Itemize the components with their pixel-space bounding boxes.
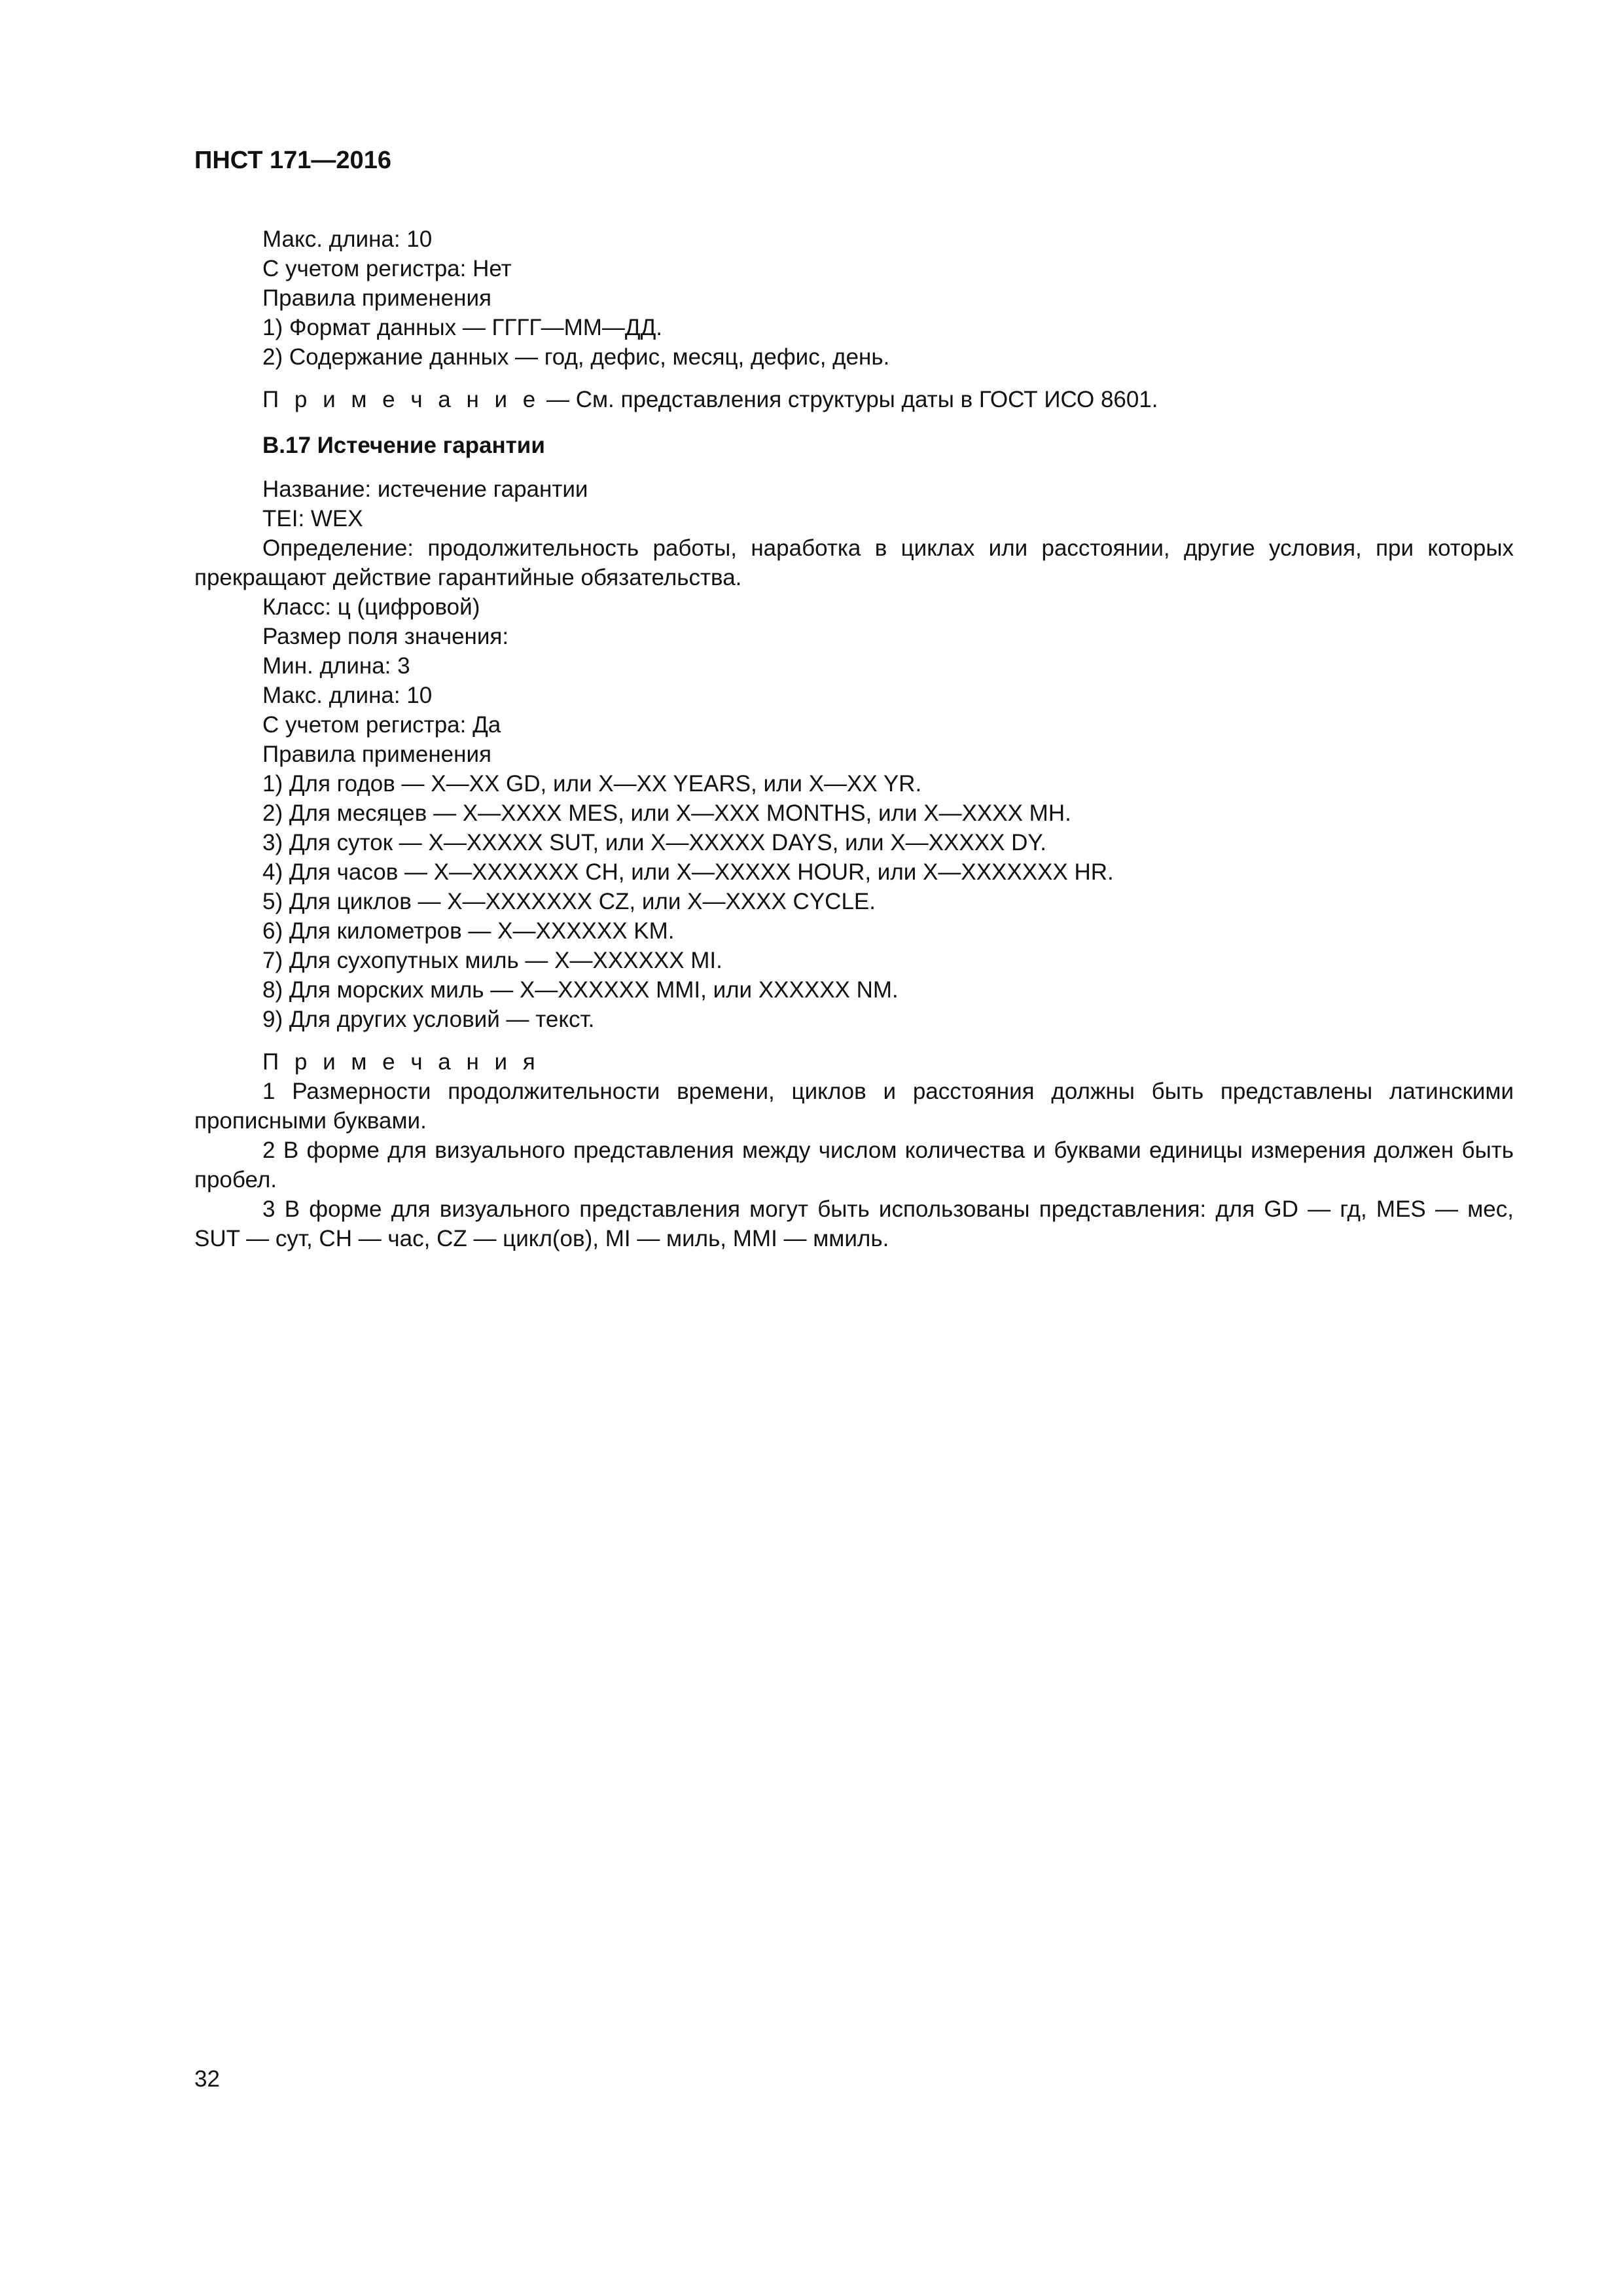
note-item: 2 В форме для визуального представления между числом количества и буквами единицы измерения должен быть пробел. [194, 1138, 1514, 1193]
rule-item: 2) Для месяцев — X—XXXX MES, или X—XXX MONTHS, или X—XXXX MH. [262, 800, 1071, 826]
note-item: 1 Размерности продолжительности времени, циклов и расстояния должны быть представлены латинскими прописными буквами. [194, 1079, 1514, 1134]
text-line: 2) Содержание данных — год, дефис, месяц, дефис, день. [262, 344, 890, 370]
note-text: — См. представления структуры даты в ГОСТ ИСО 8601. [540, 387, 1158, 412]
field-line: Макс. длина: 10 [262, 683, 433, 708]
note-line [194, 385, 1514, 414]
rule-item: 1) Для годов — X—XX GD, или X—XX YEARS, или X—XX YR. [262, 771, 922, 797]
page-number: 32 [194, 2066, 220, 2092]
note-item: 3 В форме для визуального представления могут быть использованы представления: для GD — гд, MES — мес, SUT — сут, CH — час, CZ — цикл(ов), MI — миль, MMI — ммиль. [194, 1196, 1514, 1251]
rule-item: 8) Для морских миль — X—XXXXXX MMI, или XXXXXX NM. [262, 977, 899, 1003]
note-label: П р и м е ч а н и е [262, 387, 541, 412]
rule-item: 3) Для суток — X—XXXXX SUT, или X—XXXXX DAYS, или X—XXXXX DY. [262, 830, 1046, 855]
section-heading: В.17 Истечение гарантии [262, 433, 545, 458]
document-number: ПНСТ 171—2016 [194, 147, 391, 174]
text-line: 1) Формат данных — ГГГГ—ММ—ДД. [262, 315, 663, 340]
document-body [194, 224, 1514, 1253]
field-definition: Определение: продолжительность работы, наработка в циклах или расстоянии, другие условия, при которых прекращают действие гарантийные обязательства. [194, 535, 1514, 590]
text-line: Правила применения [262, 285, 491, 311]
notes-label: П р и м е ч а н и я [262, 1049, 540, 1075]
field-line: Мин. длина: 3 [262, 653, 410, 679]
rule-item: 6) Для километров — X—XXXXXX KM. [262, 918, 675, 944]
field-line: Правила применения [262, 742, 491, 767]
field-tei: TEI: WEX [262, 506, 363, 531]
field-line: Класс: ц (цифровой) [262, 594, 480, 620]
field-line: С учетом регистра: Да [262, 712, 501, 738]
rule-item: 4) Для часов — X—XXXXXXX CH, или X—XXXXX HOUR, или X—XXXXXXX HR. [262, 859, 1114, 885]
text-line: Макс. длина: 10 [262, 226, 433, 252]
rule-item: 7) Для сухопутных миль — X—XXXXXX MI. [262, 948, 722, 973]
rule-item: 5) Для циклов — X—XXXXXXX CZ, или X—XXXX CYCLE. [262, 889, 876, 914]
field-name: Название: истечение гарантии [262, 476, 588, 502]
rule-item: 9) Для других условий — текст. [262, 1007, 595, 1032]
text-line: С учетом регистра: Нет [262, 256, 512, 281]
field-line: Размер поля значения: [262, 624, 509, 649]
